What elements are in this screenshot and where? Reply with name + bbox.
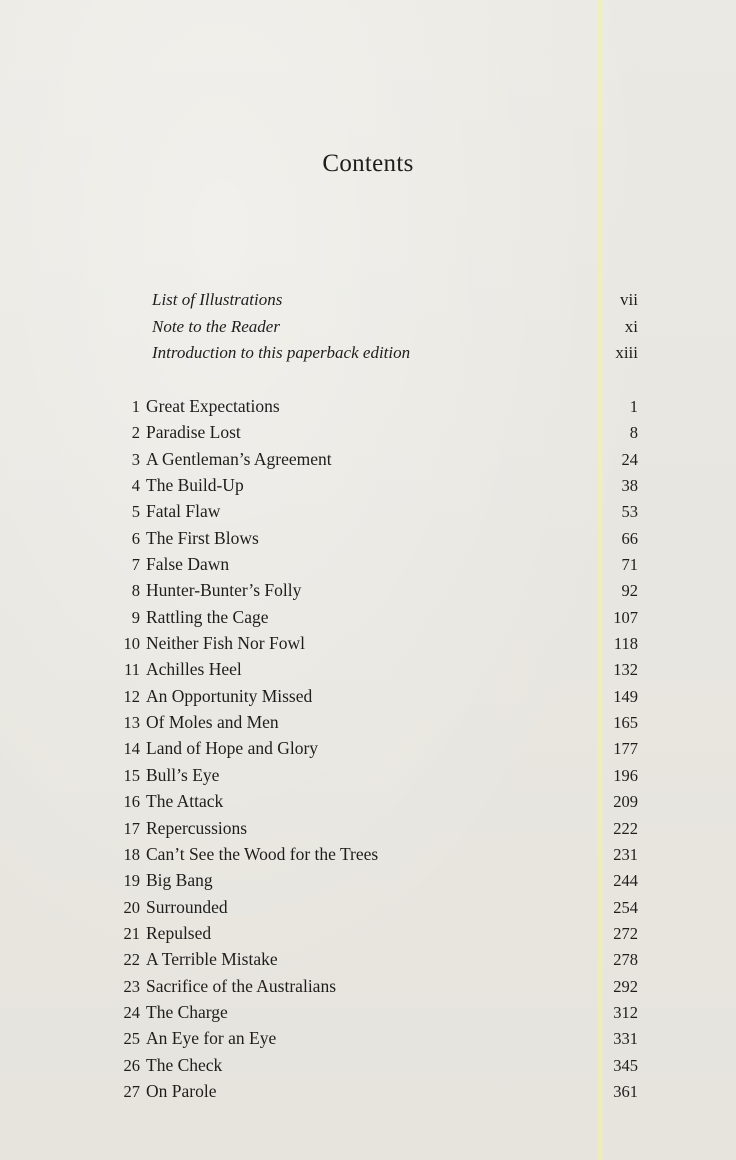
- chapter-title: Great Expectations: [146, 396, 280, 416]
- chapter-number: 16: [123, 792, 140, 812]
- chapter-page-number: 24: [621, 449, 638, 469]
- chapter-row: [92, 976, 638, 1002]
- chapter-title: The Charge: [146, 1001, 228, 1022]
- chapter-row: [92, 1028, 638, 1054]
- chapter-title: On Parole: [146, 1080, 217, 1101]
- chapter-page-number: 196: [613, 765, 638, 785]
- chapter-page-number: 278: [613, 950, 638, 970]
- chapter-row: [92, 923, 638, 949]
- chapter-row: [92, 449, 638, 475]
- chapter-page-number: 165: [613, 713, 638, 733]
- chapter-row: [92, 738, 638, 764]
- chapter-number: 1: [131, 397, 140, 416]
- chapter-number: 7: [131, 555, 140, 575]
- chapter-row: [92, 949, 638, 975]
- chapter-row: [92, 1055, 638, 1081]
- chapter-title: Sacrifice of the Australians: [146, 975, 337, 996]
- chapter-title: The Build-Up: [146, 475, 244, 496]
- chapter-title: Rattling the Cage: [146, 606, 269, 627]
- chapter-page-number: 149: [613, 686, 638, 706]
- chapter-page-number: 292: [613, 976, 638, 996]
- chapter-row: [92, 528, 638, 554]
- chapter-page-number: 71: [621, 555, 638, 575]
- prelim-row: [152, 290, 638, 317]
- chapter-page-number: 361: [613, 1081, 638, 1101]
- chapter-row: [92, 897, 638, 923]
- chapter-number: 22: [123, 950, 140, 970]
- chapter-page-number: 244: [613, 871, 638, 891]
- chapter-page-number: 118: [613, 634, 638, 654]
- chapter-row: [92, 554, 638, 580]
- chapter-row: [92, 686, 638, 712]
- chapter-number: 21: [123, 923, 140, 943]
- chapter-number: 4: [131, 476, 140, 496]
- chapter-page-number: 231: [613, 844, 638, 864]
- chapter-number: 3: [131, 449, 140, 469]
- chapter-number: 2: [131, 423, 140, 443]
- chapter-number: 14: [123, 739, 140, 759]
- chapter-number: 23: [123, 976, 140, 996]
- chapter-title: False Dawn: [146, 554, 230, 575]
- chapter-title: An Eye for an Eye: [146, 1028, 277, 1049]
- chapter-page-number: 222: [613, 818, 638, 838]
- chapter-page-number: 107: [613, 607, 638, 627]
- chapter-page-number: 8: [629, 423, 638, 443]
- chapter-row: [92, 607, 638, 633]
- chapter-page-number: 66: [621, 528, 638, 548]
- chapter-number: 12: [123, 686, 140, 706]
- chapter-number: 6: [131, 528, 140, 548]
- chapter-row: [92, 1002, 638, 1028]
- chapter-title: Big Bang: [146, 870, 213, 891]
- chapter-title: The Check: [146, 1054, 223, 1075]
- chapter-number: 17: [123, 818, 140, 838]
- chapter-row: [92, 765, 638, 791]
- chapter-number: 25: [123, 1029, 140, 1049]
- chapter-number: 15: [123, 765, 140, 785]
- prelim-page-number: xi: [624, 316, 638, 336]
- chapter-title: A Gentleman’s Agreement: [146, 448, 332, 469]
- prelim-title: List of Illustrations: [152, 290, 283, 309]
- chapter-title: Repercussions: [146, 817, 248, 838]
- chapter-row: [92, 633, 638, 659]
- prelim-title: Note to the Reader: [152, 316, 280, 336]
- chapter-title: Repulsed: [146, 922, 212, 943]
- chapter-page-number: 177: [613, 739, 638, 759]
- chapter-title: Hunter-Bunter’s Folly: [146, 580, 302, 601]
- chapter-page-number: 1: [629, 397, 638, 416]
- chapter-title: Achilles Heel: [146, 659, 242, 680]
- prelim-row: [152, 343, 638, 370]
- chapter-number: 11: [124, 660, 140, 680]
- chapter-list: [92, 396, 638, 1107]
- chapter-title: Surrounded: [146, 896, 228, 917]
- chapter-page-number: 209: [613, 792, 638, 812]
- prelim-title: Introduction to this paperback edition: [152, 343, 411, 362]
- chapter-number: 26: [123, 1055, 140, 1075]
- chapter-title: Bull’s Eye: [146, 764, 220, 785]
- chapter-page-number: 331: [613, 1029, 638, 1049]
- chapter-number: 10: [123, 634, 140, 654]
- prelims-list: [152, 290, 638, 370]
- chapter-title: A Terrible Mistake: [146, 949, 278, 970]
- chapter-number: 13: [123, 713, 140, 733]
- chapter-title: Of Moles and Men: [146, 712, 279, 733]
- chapter-row: [92, 475, 638, 501]
- chapter-title: Neither Fish Nor Fowl: [146, 633, 305, 654]
- chapter-row: [92, 870, 638, 896]
- chapter-row: [92, 501, 638, 527]
- chapter-title: Paradise Lost: [146, 422, 241, 443]
- chapter-number: 27: [123, 1081, 140, 1101]
- chapter-number: 19: [123, 871, 140, 891]
- chapter-row: [92, 712, 638, 738]
- chapter-number: 24: [123, 1002, 140, 1022]
- chapter-page-number: 92: [621, 581, 638, 601]
- chapter-title: Can’t See the Wood for the Trees: [146, 843, 379, 864]
- chapter-page-number: 254: [613, 897, 638, 917]
- chapter-row: [92, 422, 638, 448]
- chapter-number: 9: [131, 607, 140, 627]
- chapter-row: [92, 659, 638, 685]
- chapter-row: [92, 791, 638, 817]
- prelim-row: [152, 317, 638, 344]
- chapter-row: [92, 844, 638, 870]
- chapter-page-number: 272: [613, 923, 638, 943]
- chapter-page-number: 132: [613, 660, 638, 680]
- chapter-page-number: 53: [621, 502, 638, 522]
- prelim-page-number: vii: [620, 290, 638, 309]
- chapter-page-number: 38: [621, 476, 638, 496]
- page-title: Contents: [322, 150, 414, 177]
- chapter-page-number: 345: [613, 1055, 638, 1075]
- chapter-number: 20: [123, 897, 140, 917]
- chapter-page-number: 312: [613, 1002, 638, 1022]
- chapter-title: An Opportunity Missed: [146, 685, 313, 706]
- chapter-number: 18: [123, 844, 140, 864]
- chapter-title: Land of Hope and Glory: [146, 738, 319, 759]
- prelim-page-number: xiii: [615, 343, 638, 362]
- chapter-row: [92, 818, 638, 844]
- chapter-number: 8: [131, 581, 140, 601]
- chapter-title: The First Blows: [146, 527, 259, 548]
- chapter-row: [92, 1081, 638, 1107]
- chapter-title: The Attack: [146, 791, 224, 812]
- chapter-row: [92, 580, 638, 606]
- chapter-number: 5: [131, 502, 140, 522]
- chapter-row: [92, 396, 638, 422]
- chapter-title: Fatal Flaw: [146, 501, 221, 522]
